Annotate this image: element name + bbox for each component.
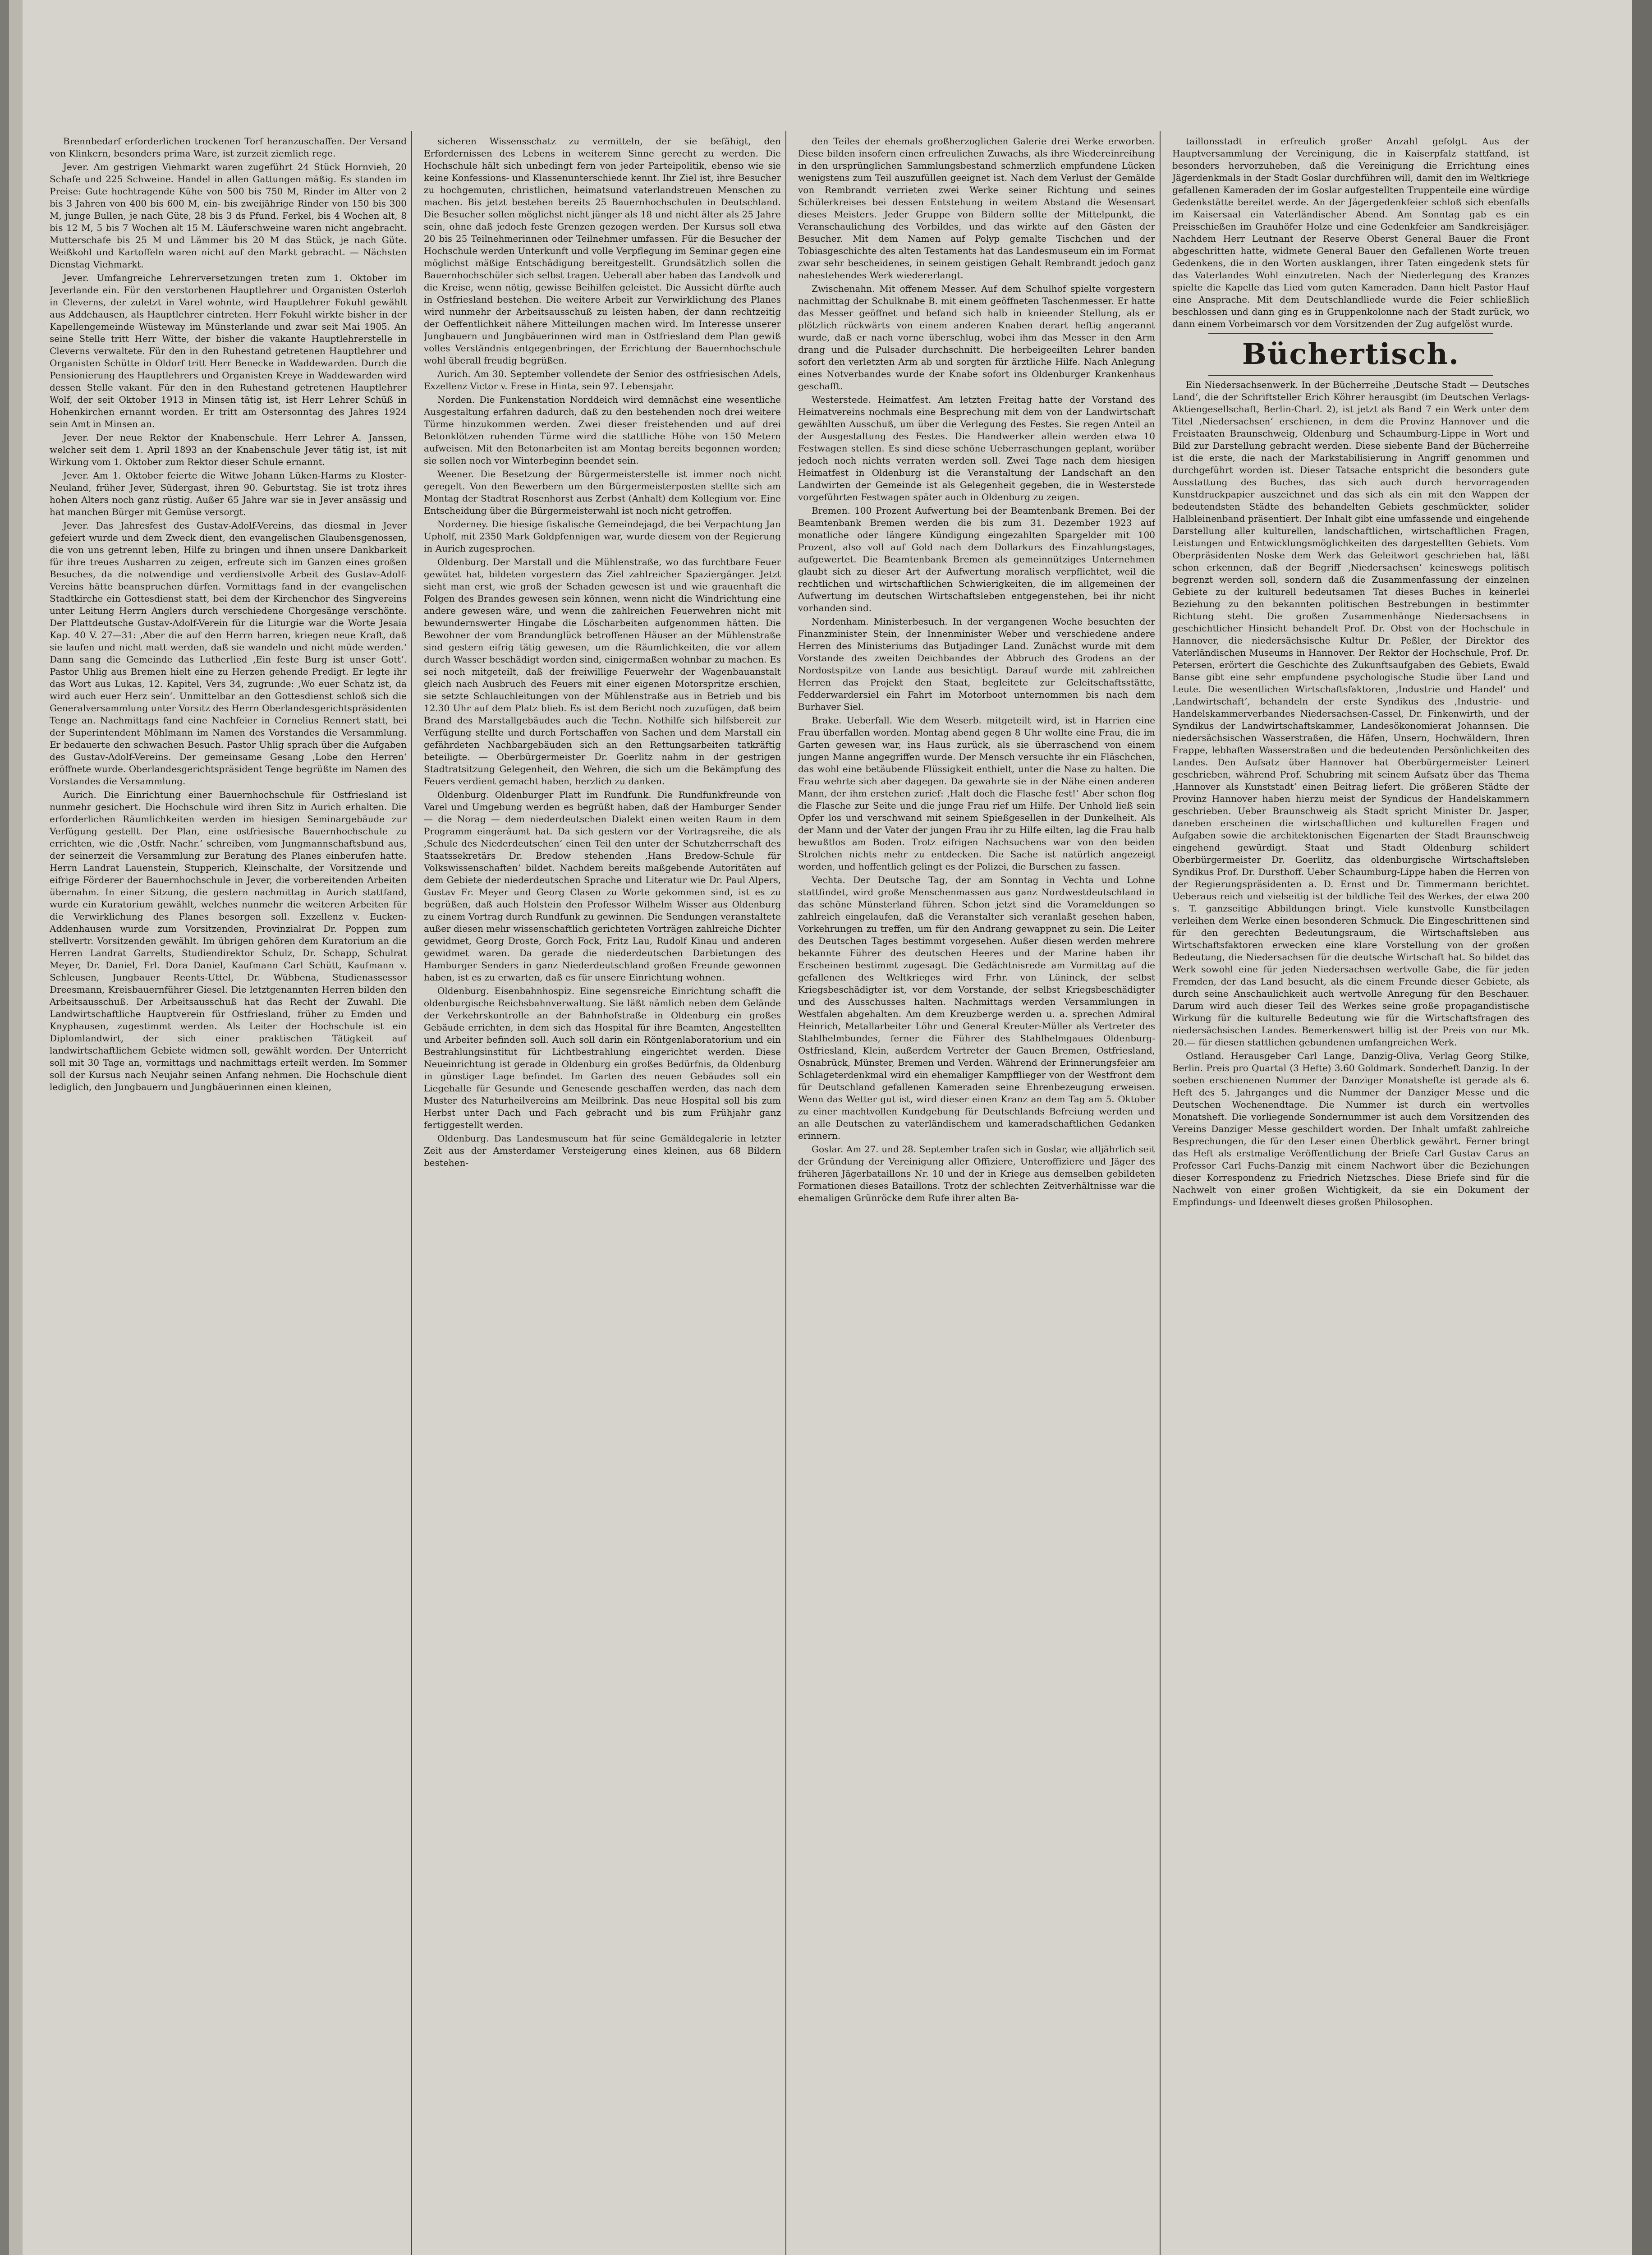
article: Nordenham. Ministerbesuch. In der vergangenen Woche besuchten der Finanzminister Stein, der Innenminister Weber und verschiedene andere Herren des Ministeriums das Butjadinger Land. Zunächst wurde mit dem Vorstande des zweiten Deichbandes der Abbruch des Grodens an der Nordostspitze von Lande aus besichtigt. Darauf wurde mit zahlreichen Herren das Projekt den Staat, begleitete zur Geleitschaftsstätte, Fedderwardersiel ein Fahrt im Motorboot unternommen bis nach dem Burhaver Siel.: [798, 616, 1155, 712]
article: Norden. Die Funkenstation Norddeich wird demnächst eine wesentliche Ausgestaltung erfahren dadurch, daß zu den bestehenden noch drei weitere Türme hinzukommen werden. Zwei dieser freistehenden und auf drei Betonklötzen ruhenden Türme wird die stattliche Höhe von 150 Metern aufweisen. Mit den Betonarbeiten ist am Montag bereits begonnen worden; sie sollen noch vor Winterbeginn beendet sein.: [424, 394, 781, 466]
section-divider: [1208, 333, 1493, 334]
review: Ein Niedersachsenwerk. In der Bücherreihe ‚Deutsche Stadt — Deutsches Land‘, die der Schriftsteller Erich Köhrer herausgibt (im Deutschen Verlags-Aktiengesellschaft, Berlin-Charl. 2), ist jetzt als Band 7 ein Werk unter dem Titel ‚Niedersachsen‘ erschienen, in dem die Provinz Hannover und die Freistaaten Braunschweig, Oldenburg und Schaumburg-Lippe in Wort und Bild zur Darstellung gebracht werden. Diese siebente Band der Bücherreihe ist die erste, die nach der Markstabilisierung in Angriff genommen und durchgeführt worden ist. Dieser Tatsache entspricht die besonders gute Ausstattung des Buches, das sich auch durch hervorragenden Kunstdruckpapier auszeichnet und das sich als ein mit den Wappen der bedeutendsten Städte des behandelten Gebiets geschmückter, solider Halbleinenband präsentiert. Der Inhalt gibt eine umfassende und eingehende Darstellung aller kulturellen, landschaftlichen, wirtschaftlichen Fragen, Leistungen und Entwicklungsmöglichkeiten des dargestellten Gebiets. Vom Oberpräsidenten Noske dem Werk das Geleitwort geschrieben hat, läßt schon erkennen, daß der Begriff ‚Niedersachsen‘ keineswegs politisch begrenzt werden soll, sondern daß die Zusammenfassung der einzelnen Gebiete zu der kulturell bedeutsamen Tat dieses Buches in keinerlei Beziehung zu den bekannten politischen Bestrebungen in bestimmter Richtung steht. Die großen Zusammenhänge Niedersachsens in geschichtlicher Hinsicht behandelt Prof. Dr. Obst von der Hochschule in Hannover, die niedersächsische Kultur Dr. Peßler, der Direktor des Vaterländischen Museums in Hannover. Der Rektor der Hochschule, Prof. Dr. Petersen, erörtert die Geschichte des Zukunftsaufgaben des Gebiets, Ewald Banse gibt eine sehr empfundene psychologische Studie über Land und Leute. Die wesentlichen Wirtschaftsfaktoren, ‚Industrie und Handel‘ und ‚Landwirtschaft‘, behandeln der erste Syndikus des ‚Industrie- und Handelskammerverbandes Niedersachsen-Cassel, Dr. Finkenwirth, und der Syndikus der Landwirtschaftskammer, Landesökonomierat Johannsen. Die niedersächsischen Wasserstraßen, die Häfen, Unsern, Hochwäldern, Ihren Frappe, lebhaften Wasserstraßen und die bedeutenden Persönlichkeiten des Landes. Den Aufsatz über Hannover hat Oberbürgermeister Leinert geschrieben, während Prof. Schubring mit seinem Aufsatz über das Thema ‚Hannover als Kunststadt‘ einen Beitrag liefert. Die größeren Städte der Provinz Hannover haben hierzu meist der Syndicus der Handelskammern geschrieben. Ueber Braunschweig als Stadt spricht Minister Dr. Jasper, daneben erscheinen die wirtschaftlichen und kulturellen Fragen und Aufgaben sowie die architektonischen Eigenarten der Stadt Braunschweig eingehend gewürdigt. Staat und Stadt Oldenburg schildert Oberbürgermeister Dr. Goerlitz, das oldenburgische Wirtschaftsleben Syndikus Prof. Dr. Dursthoff. Ueber Schaumburg-Lippe haben die Herren von der Regierungspräsidenten a. D. Ernst und Dr. Timmermann berichtet. Ueberaus reich und vielseitig ist der bildliche Teil des Werkes, der etwa 200 s. T. ganzseitige Abbildungen bringt. Viele kunstvolle Kunstbeilagen verleihen dem Werke einen besonderen Schmuck. Die Eingeschrittenen sind für den gerechten Bedeutungsraum, die Wirtschaftsleben aus Wirtschaftsfaktoren erwecken eine klare Vorstellung von der großen Bedeutung, die Niedersachsen für die deutsche Wirtschaft hat. So bildet das Werk sowohl eine für jeden Niedersachsen wertvolle Gabe, die für jeden Fremden, der das Land besucht, als die einem Freunde dieser Gebiete, als durch seine Anschaulichkeit auch wertvolle Anregung für den Beschauer. Darum wird auch dieser Teil des Werkes seine große propagandistische Wirkung für die kulturelle Bedeutung wie für die Wirtschaftsfragen des niedersächsischen Landes. Bemerkenswert billig ist der Preis von nur Mk. 20.— für diesen stattlichen gebundenen umfangreichen Werk.: [1172, 379, 1529, 1048]
article: Vechta. Der Deutsche Tag, der am Sonntag in Vechta und Lohne stattfindet, wird große Menschenmassen aus ganz Nordwestdeutschland in das schöne Münsterland führen. Schon jetzt sind die Vorameldungen so zahlreich eingelaufen, daß die Veranstalter sich veranlaßt gesehen haben, Vorkehrungen zu treffen, um für den Andrang gewappnet zu sein. Die Leiter des Deutschen Tages bestimmt vorgesehen. Außer diesen werden mehrere bekannte Führer des deutschen Heeres und der Marine haben ihr Erscheinen bestimmt zugesagt. Die Gedächtnisrede am Vormittag auf die gefallenen des Weltkrieges wird Frhr. von Lüninck, der selbst Kriegsbeschädigter ist, vor dem Vorstande, der selbst Kriegsbeschädigter und des Ausschusses halten. Nachmittags werden Versammlungen in Westfalen abgehalten. Am dem Kreuzberge werden u. a. sprechen Admiral Heinrich, Metallarbeiter Löhr und General Kreuter-Müller als Vertreter des Stahlhelmbundes, ferner die Führer des Stahlhelmgaues Oldenburg-Ostfriesland, Klein, außerdem Vertreter der Gauen Bremen, Ostfriesland, Osnabrück, Münster, Bremen und Verden. Während der Erinnerungsfeier am Schlageterdenkmal wird ein ehemaliger Kampfflieger von der Westfront dem für Deutschland gefallenen Kameraden seine Ehrenbezeugung erweisen. Wenn das Wetter gut ist, wird dieser einen Kranz an dem Tag am 5. Oktober zu einer machtvollen Kundgebung für Deutschlands Befreiung werden und an alle Deutschen zu vaterländischem und kameradschaftlichen Gedanken erinnern.: [798, 874, 1155, 1141]
article: Aurich. Die Einrichtung einer Bauernhochschule für Ostfriesland ist nunmehr gesichert. Die Hochschule wird ihren Sitz in Aurich erhalten. Die erforderlichen Räumlichkeiten werden im hiesigen Seminargebäude zur Verfügung gestellt. Der Plan, eine ostfriesische Bauernhochschule zu errichten, wie die ‚Ostfr. Nachr.‘ schreiben, vom Jungmannschaftsbund aus, der seinerzeit die Versammlung zur Beratung des Planes einberufen hatte. Herrn Landrat Lauenstein, Stupperich, Kleinschalte, der Vorsitzende und eifrige Förderer der Bauernhochschule in Jever, die vorbereitenden Arbeiten übernahm. In einer Sitzung, die gestern nachmittag in Aurich stattfand, wurde ein Kuratorium gewählt, welches nunmehr die weiteren Arbeiten für die Verwirklichung des Planes besorgen soll. Exzellenz v. Eucken-Addenhausen wurde zum Vorsitzenden, Provinzialrat Dr. Poppen zum stellvertr. Vorsitzenden gewählt. Im übrigen gehören dem Kuratorium an die Herren Landrat Garrelts, Studiendirektor Schulz, Dr. Schapp, Schulrat Meyer, Dr. Daniel, Frl. Dora Daniel, Kaufmann Carl Schütt, Kaufmann v. Schleusen, Jungbauer Reents-Uttel, Dr. Wübbena, Studienassessor Dreesmann, Kreisbauernführer Giesel. Die letztgenannten Herren bilden den Arbeitsausschuß. Der Arbeitsausschuß hat das Recht der Zuwahl. Die Landwirtschaftliche Hauptverein für Ostfriesland, früher zu Emden und Knyphausen, zugestimmt werden. Als Leiter der Hochschule ist ein Diplomlandwirt, der sich einer praktischen Tätigkeit auf landwirtschaftlichem Gebiete widmen soll, gewählt worden. Der Unterricht soll mit 30 Tage an, vormittags und nachmittags erteilt werden. Im Sommer soll der Kursus nach Neujahr seinen Anfang nehmen. Die Hochschule dient lediglich, den Jungbauern und Jungbäuerinnen einen kleinen,: [50, 789, 407, 1092]
article: Oldenburg. Der Marstall und die Mühlenstraße, wo das furchtbare Feuer gewütet hat, bildeten vorgestern das Ziel zahlreicher Spaziergänger. Jetzt sieht man erst, wie groß der Schaden gewesen ist und wie grauenhaft die Folgen des Brandes gewesen sein können, wenn nicht die Windrichtung eine andere gewesen wäre, und wenn die zahlreichen Feuerwehren nicht mit bewundernswerter Hingabe die Löscharbeiten aufgenommen hätten. Die Bewohner der vom Brandunglück betroffenen Häuser an der Mühlenstraße sind gestern eifrig tätig gewesen, um die Räumlichkeiten, die vor allem durch Wasser beschädigt worden sind, einigermaßen wohnbar zu machen. Es sei noch mitgeteilt, daß der freiwillige Feuerwehr der Wagenbauanstalt gleich nach Ausbruch des Feuers mit einer eigenen Motorspritze erschien, sie setzte Schlauchleitungen von der Mühlenstraße aus in Betrieb und bis 12.30 Uhr auf dem Platz blieb. Es ist dem Bericht noch zuzufügen, daß beim Brand des Marstallgebäudes auch die Techn. Nothilfe sich hilfsbereit zur Verfügung stellte und durch Fortschaffen von Sachen und dem Marstall ein gefährdeten Nachbargebäuden sich an den Rettungsarbeiten tatkräftig beteiligte. — Oberbürgermeister Dr. Goerlitz nahm in der gestrigen Stadtratsitzung Gelegenheit, den Wehren, die sich um die Bekämpfung des Feuers verdient gemacht haben, herzlich zu danken.: [424, 557, 781, 787]
article: Jever. Das Jahresfest des Gustav-Adolf-Vereins, das diesmal in Jever gefeiert wurde und dem Zweck dient, den evangelischen Glaubensgenossen, die von uns getrennt leben, Hilfe zu bringen und ihnen unsere Dankbarkeit für ihre treues Ausharren zu zeigen, erfreute sich im Ganzen eines großen Besuches, da die notwendige und verdienstvolle Arbeit des Gustav-Adolf-Vereins hätte beanspruchen dürfen. Vormittags fand in der evangelischen Stadtkirche ein Gottesdienst statt, bei dem der Kirchenchor des Singvereins unter Leitung Herrn Anglers durch verschiedene Chorgesänge verschönte. Der Plattdeutsche Gustav-Adolf-Verein für die Liturgie war die Worte Jesaia Kap. 40 V. 27—31: ‚Aber die auf den Herrn harren, kriegen neue Kraft, daß sie laufen und nicht matt werden, daß sie wandeln und nicht müde werden.‘ Dann sang die Gemeinde das Lutherlied ‚Ein feste Burg ist unser Gott‘. Pastor Uhlig aus Bremen hielt eine zu Herzen gehende Predigt. Er legte ihr das Wort aus Lukas, 12. Kapitel, Vers 34, zugrunde: ‚Wo euer Schatz ist, da wird auch euer Herz sein‘. Unmittelbar an den Gottesdienst schloß sich die Generalversammlung unter Vorsitz des Herrn Oberlandesgerichtspräsidenten Tenge an. Nachmittags fand eine Nachfeier in Cornelius Rennert statt, bei der Superintendent Möhlmann im Namen des Vorstandes die Versammlung. Er bedauerte den schwachen Besuch. Pastor Uhlig sprach über die Aufgaben des Gustav-Adolf-Vereins. Der gemeinsame Gesang ‚Lobe den Herren‘ eröffnete wurde. Oberlandesgerichtspräsident Tenge begrüßte im Namen des Vorstandes die Versammlung.: [50, 520, 407, 787]
column-2: [424, 135, 781, 2255]
column-1: [50, 135, 407, 2255]
column-3: [798, 135, 1155, 2255]
page-edge: [1632, 0, 1652, 2255]
review: Ostland. Herausgeber Carl Lange, Danzig-Oliva, Verlag Georg Stilke, Berlin. Preis pro Quartal (3 Hefte) 3.60 Goldmark. Sonderheft Danzig. In der soeben erschienenen Nummer der Danziger Monatshefte ist gerade als 6. Heft des 5. Jahrganges und die Nummer der Danziger Messe und die Deutschen Wochenendtage. Die Nummer ist durch ein wertvolles Monatsheft. Die vorliegende Sondernummer ist auch dem Vorsitzenden des Vereins Danziger Messe geschildert worden. Der Inhalt umfaßt zahlreiche Besprechungen, die für den Leser einen Überblick gewährt. Ferner bringt das Heft als erstmalige Veröffentlichung der Briefe Carl Gustav Carus an Professor Carl Fuchs-Danzig mit einem Nachwort über die Beziehungen dieser Korrespondenz zu Friedrich Nietzsches. Diese Briefe sind für die Nachwelt von einer großen Wichtigkeit, da sie ein Dokument der Empfindungs- und Ideenwelt dieses großen Philosophen.: [1172, 1050, 1529, 1207]
article: Norderney. Die hiesige fiskalische Gemeindejagd, die bei Verpachtung Jan Upholf, mit 2350 Mark Goldpfennigen war, wurde diesem von der Regierung in Aurich zugesprochen.: [424, 519, 781, 554]
article: sicheren Wissensschatz zu vermitteln, der sie befähigt, den Erfordernissen des Lebens in weiterem Sinne gerecht zu werden. Die Hochschule hält sich unbedingt fern von jeder Parteipolitik, ebenso wie sie keine Konfessions- und Klassenunterschiede kennt. Ihr Ziel ist, ihre Besucher zu hochgemuten, christlichen, heimatsund vaterlandstreuen Menschen zu machen. Bis jetzt bestehen bereits 25 Bauernhochschulen in Deutschland. Die Besucher sollen möglichst nicht jünger als 18 und nicht älter als 25 Jahre sein, ohne daß jedoch feste Grenzen gezogen werden. Der Kursus soll etwa 20 bis 25 Teilnehmerinnen oder Teilnehmer umfassen. Für die Besucher der Hochschule werden Unterkunft und volle Verpflegung im Seminar gegen eine möglichst mäßige Entschädigung bereitgestellt. Grundsätzlich sollen die Bauernhochschüler sich selbst tragen. Ueberall aber haben das Landvolk und die Kreise, wenn nötig, gewisse Beihilfen geleistet. Die Aussicht dürfte auch in Ostfriesland bestehen. Die weitere Arbeit zur Verwirklichung des Planes wird nunmehr der Arbeitsausschuß zu leisten haben, der dann rechtzeitig der Oeffentlichkeit nähere Mitteilungen machen wird. Im Interesse unserer Jungbauern und Jungbäuerinnen wird man in Ostfriesland dem Plan gewiß volles Verständnis entgegenbringen, der Errichtung der Bauernhochschule wohl überall freudig begrüßen.: [424, 136, 781, 366]
article: Bremen. 100 Prozent Aufwertung bei der Beamtenbank Bremen. Bei der Beamtenbank Bremen werden die bis zum 31. Dezember 1923 auf monatliche oder längere Kündigung eingezahlten Spargelder mit 100 Prozent, also voll auf Gold nach dem Dollarkurs des Einzahlungstages, aufgewertet. Die Beamtenbank Bremen als gemeinnütziges Unternehmen glaubt sich zu dieser Art der Aufwertung moralisch verpflichtet, weil die rechtlichen und wirtschaftlichen Schwierigkeiten, die im allgemeinen der Aufwertung im deutschen Wirtschaftsleben entgegenstehen, bei ihr nicht vorhanden sind.: [798, 505, 1155, 613]
article: Goslar. Am 27. und 28. September trafen sich in Goslar, wie alljährlich seit der Gründung der Vereinigung aller Offiziere, Unteroffiziere und Jäger des früheren Jägerbataillons Nr. 10 und der in Kriege aus demselben gebildeten Formationen dieses Bataillons. Trotz der schlechten Zeitverhältnisse war die ehemaligen Grünröcke dem Rufe ihrer alten Ba-: [798, 1144, 1155, 1203]
article: Jever. Umfangreiche Lehrerversetzungen treten zum 1. Oktober im Jeverlande ein. Für den verstorbenen Hauptlehrer und Organisten Osterloh in Cleverns, der zuletzt in Varel wohnte, wird Hauptlehrer Fokuhl gewählt aus Addehausen, als Hauptlehrer eintreten. Herr Fokuhl wirkte bisher in der Kapellengemeinde Wüsteway im Münsterlande und zwar seit Mai 1905. An seine Stelle tritt Herr Witte, der bisher die vakante Hauptlehrerstelle in Cleverns verwaltete. Für den in den Ruhestand getretenen Hauptlehrer und Organisten Schütte in Oldorf tritt Herr Benecke in Waddewarden. Durch die Pensionierung des Hauptlehrers und Organisten Kreye in Waddewarden wird dessen Stelle vakant. Für den in den Ruhestand getretenen Hauptlehrer Wolf, der seit Oktober 1913 in Minsen tätig ist, ist Herr Lehrer Schüß in Hohenkirchen ernannt worden. Er tritt am Ostersonntag des Jahres 1924 sein Amt in Minsen an.: [50, 272, 407, 429]
article: Weener. Die Besetzung der Bürgermeisterstelle ist immer noch nicht geregelt. Von den Bewerbern um den Bürgermeisterposten stellte sich am Montag der Stadtrat Rosenhorst aus Zerbst (Anhalt) dem Kollegium vor. Eine Entscheidung über die Bürgermeisterwahl ist noch nicht getroffen.: [424, 469, 781, 516]
article: Jever. Am gestrigen Viehmarkt waren zugeführt 24 Stück Hornvieh, 20 Schafe und 225 Schweine. Handel in allen Gattungen mäßig. Es standen im Preise: Gute hochtragende Kühe von 500 bis 750 M, Rinder im Alter von 2 bis 3 Jahren von 400 bis 600 M, ein- bis zweijährige Rinder von 150 bis 300 M, junge Bullen, je nach Güte, 28 bis 3 ds Pfund. Ferkel, bis 4 Wochen alt, 8 bis 12 M, 5 bis 7 Wochen alt 15 M. Läuferschweine waren nicht angebracht. Mutterschafe bis 25 M und Lämmer bis 20 M das Stück, je nach Güte. Weißkohl und Kartoffeln waren nicht auf den Markt gebracht. — Nächsten Dienstag Viehmarkt.: [50, 161, 407, 270]
article: taillonsstadt in erfreulich großer Anzahl gefolgt. Aus der Hauptversammlung der Vereinigung, die in Kaiserpfalz stattfand, ist besonders hervorzuheben, daß die Vereinigung die Errichtung eines Jägerdenkmals in der Stadt Goslar durchführen will, damit den im Weltkriege gefallenen Kameraden der im Goslar aufgestellten Truppenteile eine würdige Gedenkstätte bereitet werde. An der Jägergedenkfeier schloß sich ebenfalls im Kaisersaal ein Vaterländischer Abend. Am Sonntag gab es ein Preisschießen im Grauhöfer Holze und eine Gedenkfeier am Sandkreisjäger. Nachdem Herr Leutnant der Reserve Oberst General Bauer die Front abgeschritten hatte, widmete General Bauer den Gefallenen Worte treuen Gedenkens, die in den Worten ausklangen, ihrer Taten eingedenk stets für das Vaterlandes Wohl einzutreten. Nach der Niederlegung des Kranzes spielte die Kapelle das Lied vom guten Kameraden. Dann hielt Pastor Hauf eine Ansprache. Mit dem Deutschlandliede wurde die Feier schließlich beschlossen und dann ging es in Gruppenkolonne nach der Stadt zurück, wo dann einem Vorbeimarsch vor dem Vorsitzenden der Zug aufgelöst wurde.: [1172, 136, 1529, 329]
article: Zwischenahn. Mit offenem Messer. Auf dem Schulhof spielte vorgestern nachmittag der Schulknabe B. mit einem geöffneten Taschenmesser. Er hatte das Messer geöffnet und befand sich halb in knieender Stellung, als er plötzlich rückwärts von einem anderen Knaben derart heftig angerannt wurde, daß er nach vorne überschlug, wobei ihm das Messer in den Arm drang und die Pulsader durchschnitt. Die herbeigeeilten Lehrer banden sofort den verletzten Arm ab und sorgten für ärztliche Hilfe. Nach Anlegung eines Notverbandes wurde der Knabe sofort ins Oldenburger Krankenhaus geschafft.: [798, 283, 1155, 391]
article: Jever. Am 1. Oktober feierte die Witwe Johann Lüken-Harms zu Kloster-Neuland, früher Jever, Südergast, ihren 90. Geburtstag. Sie ist trotz ihres hohen Alters noch ganz rüstig. Außer 65 Jahre war sie in Jever ansässig und hat manchen Bürger mit Gemüse versorgt.: [50, 470, 407, 517]
article: Westerstede. Heimatfest. Am letzten Freitag hatte der Vorstand des Heimatvereins nochmals eine Besprechung mit dem von der Landwirtschaft gewählten Ausschuß, um über die Verlegung des Festes. Sie regen Anteil an der Ausgestaltung des Festes. Die Handwerker allein werden etwa 10 Festwagen stellen. Es sind diese schöne Ueberraschungen geplant, worüber jedoch noch nichts verraten werden soll. Zwei Tage nach dem hiesigen Heimatfest in Oldenburg ist die Veranstaltung der Landschaft an den Landwirten der Gemeinde ist als Gelegenheit gegeben, die in Westerstede vorgeführten Festwagen später auch in Oldenburg zu zeigen.: [798, 394, 1155, 502]
article: Oldenburg. Das Landesmuseum hat für seine Gemäldegalerie in letzter Zeit aus der Amsterdamer Versteigerung eines kleinen, aus 68 Bildern bestehen-: [424, 1133, 781, 1168]
section-divider: [1208, 375, 1493, 376]
article: Oldenburg. Eisenbahnhospiz. Eine segensreiche Einrichtung schafft die oldenburgische Reichsbahnverwaltung. Sie läßt nämlich neben dem Gelände der Verkehrskontrolle an der Bahnhofstraße in Oldenburg ein großes Gebäude errichten, in dem sich das Hospital für ihre Beamten, Angestellten und Arbeiter befinden soll. Auch soll darin ein Röntgenlaboratorium und ein Bestrahlungsinstitut für Lichtbestrahlung eingerichtet werden. Diese Neueinrichtung ist gerade in Oldenburg ein großes Bedürfnis, da Oldenburg in günstiger Lage befindet. Im Garten des neuen Gebäudes soll ein Liegehalle für Gesunde und Genesende geschaffen werden, das nach dem Muster des Naturheilvereins am Meilbrink. Das neue Hospital soll bis zum Herbst unter Dach und Fach gebracht und bis zum Frühjahr ganz fertiggestellt werden.: [424, 985, 781, 1130]
newspaper-page: [9, 0, 1632, 2255]
article-columns: [50, 135, 1551, 2255]
column-4: [1172, 135, 1529, 2255]
article: Brennbedarf erforderlichen trockenen Torf heranzuschaffen. Der Versand von Klinkern, besonders prima Ware, ist zurzeit ziemlich rege.: [50, 136, 407, 159]
article: Jever. Der neue Rektor der Knabenschule. Herr Lehrer A. Janssen, welcher seit dem 1. April 1893 an der Knabenschule Jever tätig ist, ist mit Wirkung vom 1. Oktober zum Rektor dieser Schule ernannt.: [50, 432, 407, 467]
article: Aurich. Am 30. September vollendete der Senior des ostfriesischen Adels, Exzellenz Victor v. Frese in Hinta, sein 97. Lebensjahr.: [424, 368, 781, 391]
section-heading: Büchertisch.: [1242, 337, 1460, 371]
article: Oldenburg. Oldenburger Platt im Rundfunk. Die Rundfunkfreunde von Varel und Umgebung werden es begrüßt haben, daß der Hamburger Sender — die Norag — dem niederdeutschen Dialekt einen weiten Raum in dem Programm eingeräumt hat. Da sich gestern vor der Vortragsreihe, die als ‚Schule des Niederdeutschen‘ einen Teil den unter der Schutzherrschaft des Staatssekretärs Dr. Bredow stehenden ‚Hans Bredow-Schule für Volkswissenschaften‘ bildet. Nachdem bereits maßgebende Autoritäten auf dem Gebiete der niederdeutschen Sprache und Literatur wie Dr. Paul Alpers, Gustav Fr. Meyer und Georg Clasen zu Worte gekommen sind, ist es zu begrüßen, daß auch Holstein den Professor Wilhelm Wisser aus Oldenburg zu einem Vortrag durch Rundfunk zu gewinnen. Die Sendungen veranstaltete außer diesen mehr wissenschaftlich gerichteten Vorträgen zahlreiche Dichter gewidmet, Georg Droste, Gorch Fock, Fritz Lau, Rudolf Kinau und anderen gewidmet waren. Da gerade die niederdeutschen Darbietungen des Hamburger Senders in ganz Niederdeutschland großen Freunde gewonnen haben, ist es zu erwarten, daß es für unsere Einrichtung wohnen.: [424, 789, 781, 983]
article: Brake. Ueberfall. Wie dem Weserb. mitgeteilt wird, ist in Harrien eine Frau überfallen worden. Montag abend gegen 8 Uhr wollte eine Frau, die im Garten gewesen war, ins Haus zurück, als sie überraschend von einem jungen Manne angegriffen wurde. Der Mensch versuchte ihr ein Fläschchen, das wohl eine betäubende Flüssigkeit enthielt, unter die Nase zu halten. Die Frau wehrte sich aber dagegen. Da gewahrte sie in der Nähe einen anderen Mann, der ihm erstehen zurief: ‚Halt doch die Flasche fest!‘ Aber schon flog die Flasche zur Seite und die junge Frau rief um Hilfe. Der Unhold ließ sein Opfer los und verschwand mit seinem Spießgesellen in der Dunkelheit. Als der Mann und der Vater der jungen Frau ihr zu Hilfe eilten, lag die Frau halb bewußtlos am Boden. Trotz eifrigen Nachsuchens war von den beiden Strolchen nichts mehr zu entdecken. Die Sache ist natürlich angezeigt worden, und hoffentlich gelingt es der Polizei, die Burschen zu fassen.: [798, 715, 1155, 872]
article: den Teiles der ehemals großherzoglichen Galerie drei Werke erworben. Diese bilden insofern einen erfreulichen Zuwachs, als ihre Wiedereinreihung in den ursprünglichen Sammlungsbestand schmerzlich empfundene Lücken wenigstens zum Teil auszufüllen geeignet ist. Nach dem Verlust der Gemälde von Rembrandt verrieten zwei Werke seiner Richtung und seines Schülerkreises bei dessen Entstehung in weitem Abstand die Wesensart dieses Meisters. Jeder Gruppe von Bildern sollte der Mittelpunkt, die Veranschaulichung des Vorbildes, und das wirkte auf den Gästen der Besucher. Mit dem Namen auf Polyp gemalte Tischchen und der Tobiasgeschichte des alten Testaments hat das Landesmuseum ein im Format zwar sehr bescheidenes, in seinem geistigen Gehalt Rembrandt jedoch ganz nahestehendes Werk wiedererlangt.: [798, 136, 1155, 281]
